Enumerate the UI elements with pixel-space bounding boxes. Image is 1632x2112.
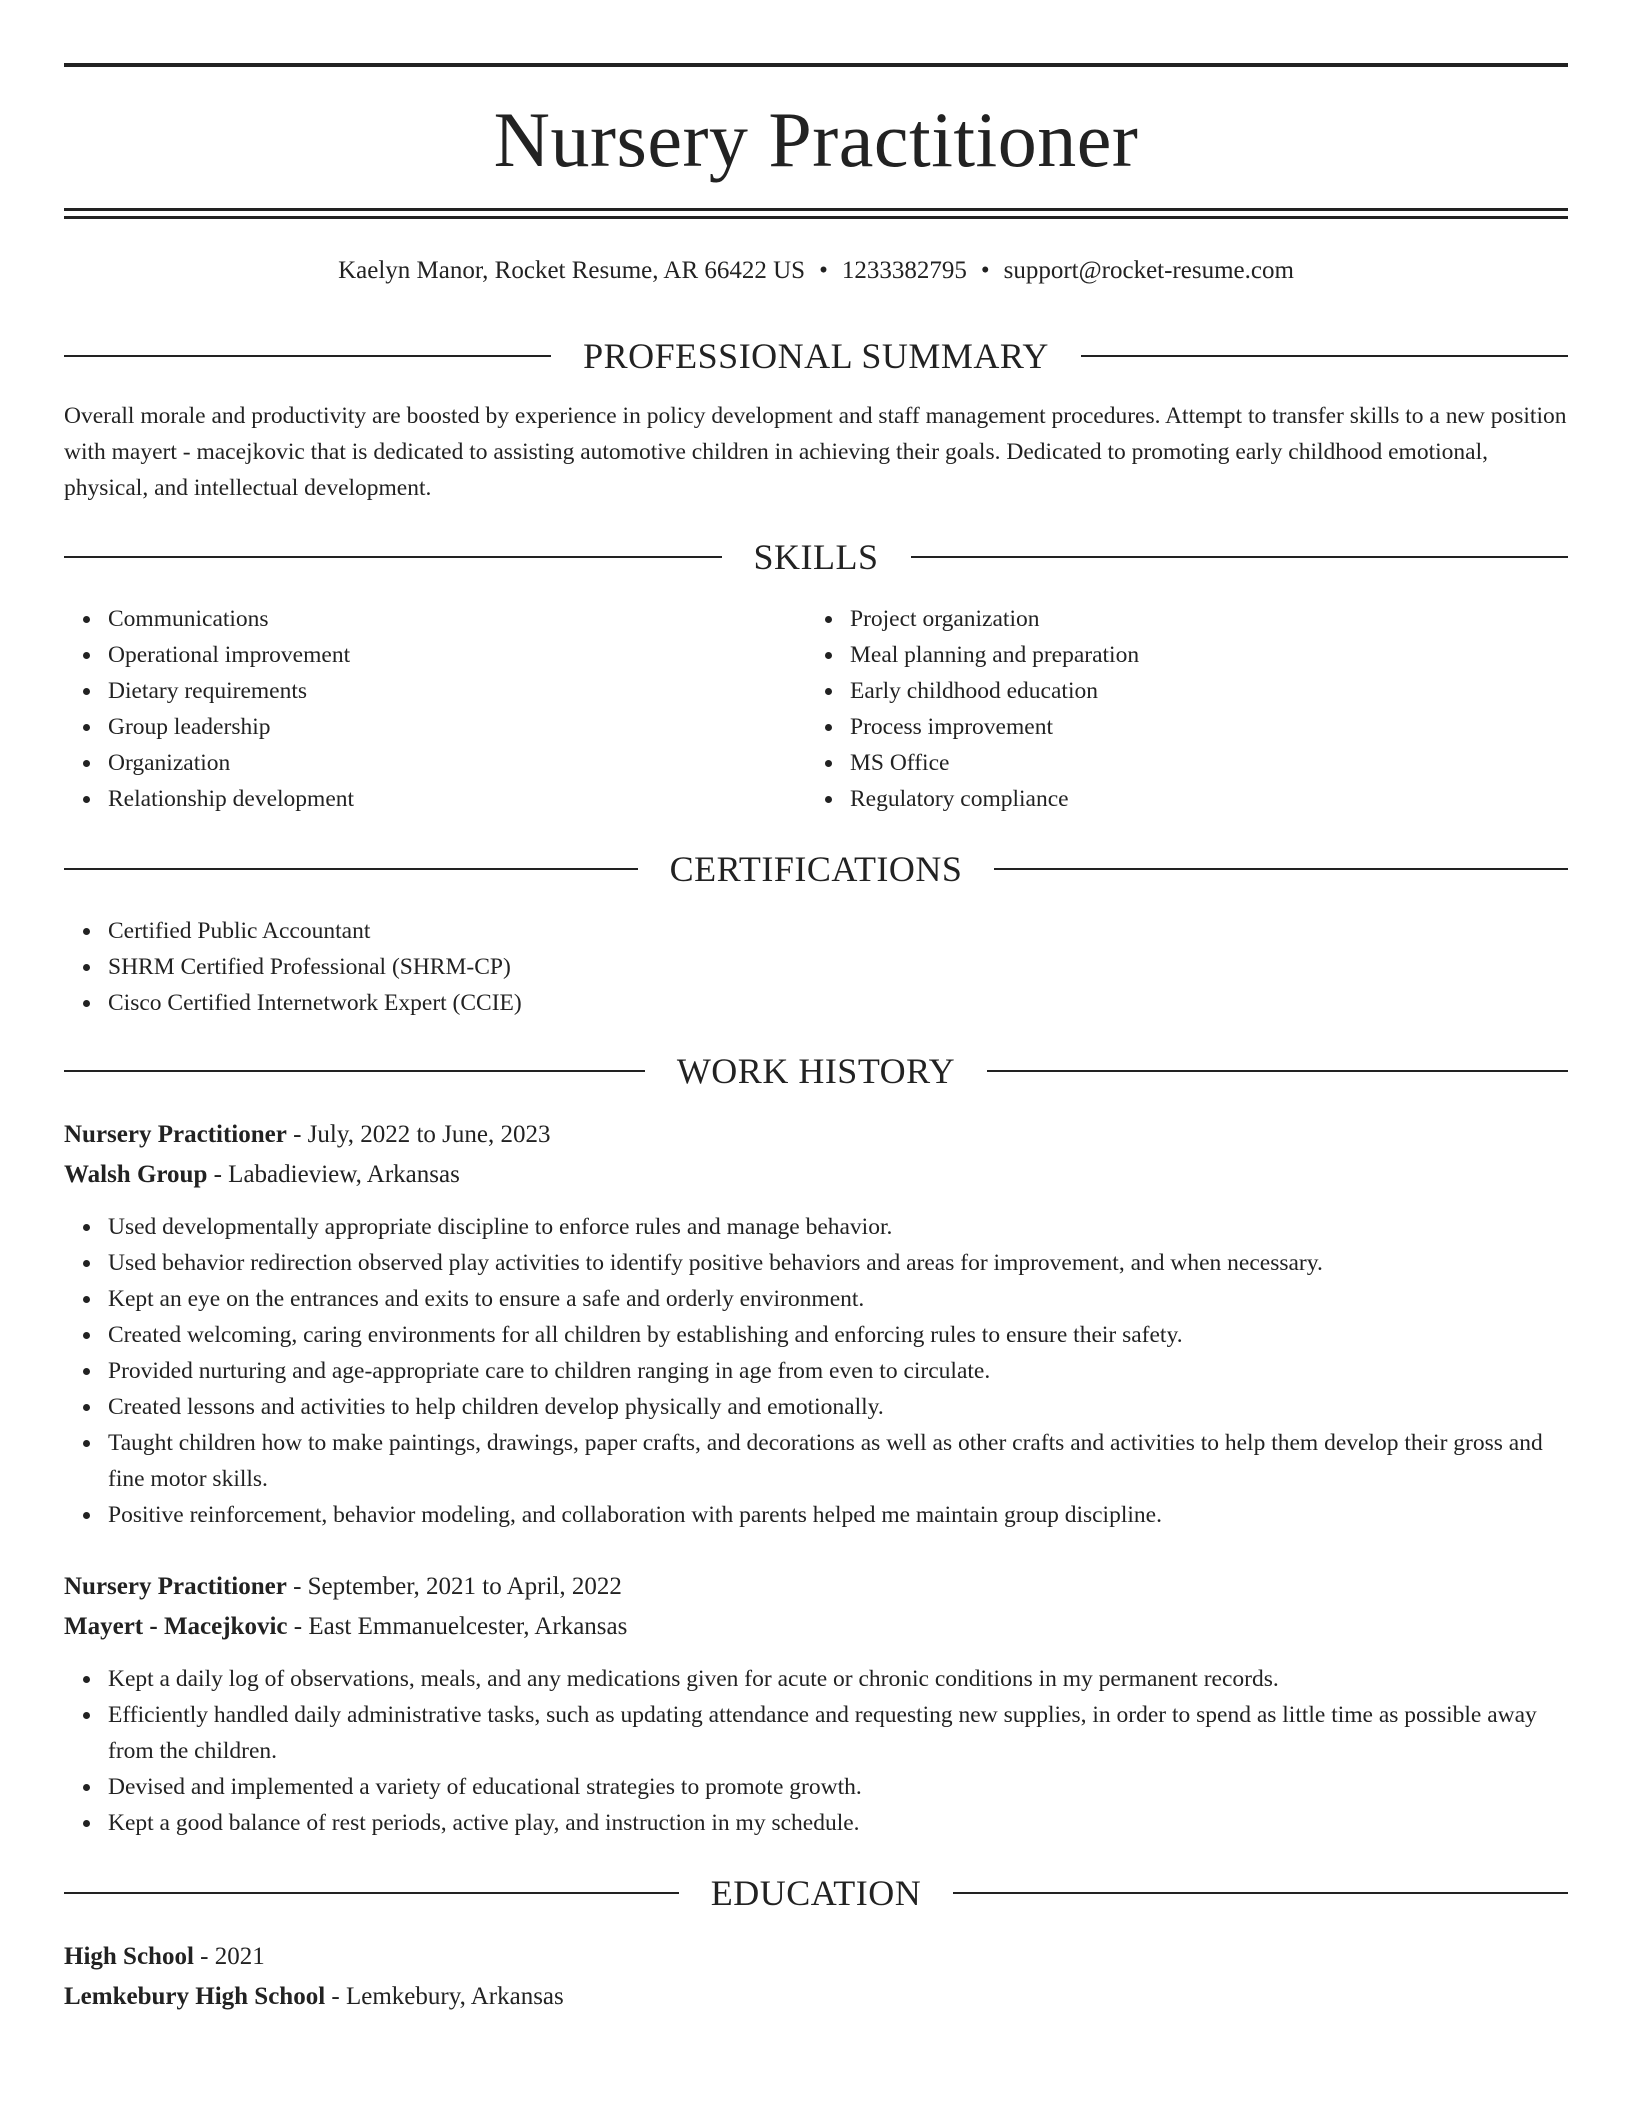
job-employer: Mayert - Macejkovic [64, 1613, 288, 1640]
education-year: - 2021 [193, 1943, 265, 1970]
heading-rule [911, 556, 1569, 558]
education-location: - Lemkebury, Arkansas [325, 1983, 564, 2010]
section-title: SKILLS [753, 537, 879, 577]
heading-rule [64, 556, 722, 558]
section-heading-certifications [64, 847, 1568, 891]
heading-rule [987, 1070, 1568, 1072]
resume-title: Nursery Practitioner [493, 96, 1139, 183]
skill-item: Operational improvement [108, 637, 808, 673]
job-title-line [64, 1117, 1568, 1153]
section-title: CERTIFICATIONS [669, 849, 963, 889]
job-bullet: Kept a daily log of observations, meals, and any medications given for acute or chronic conditions in my permanent records. [108, 1661, 1568, 1697]
job-location: - Labadieview, Arkansas [207, 1161, 460, 1188]
job-employer-line [64, 1157, 1568, 1193]
job-employer-line [64, 1609, 1568, 1645]
job-bullets [64, 1209, 1568, 1533]
job-dates: - September, 2021 to April, 2022 [286, 1573, 622, 1600]
heading-rule [64, 355, 551, 357]
skill-item: Project organization [850, 601, 1550, 637]
skills-list-left [64, 601, 808, 817]
job-dates: - July, 2022 to June, 2023 [286, 1121, 551, 1148]
heading-rule [64, 1070, 645, 1072]
top-rule [64, 63, 1568, 67]
education-degree: High School [64, 1943, 194, 1970]
job-bullet: Efficiently handled daily administrative tasks, such as updating attendance and requesting new supplies, in order to spend as little time as possible away from the children. [108, 1697, 1568, 1769]
skill-item: Communications [108, 601, 808, 637]
heading-rule [64, 1892, 679, 1894]
section-title: WORK HISTORY [676, 1051, 956, 1091]
skill-item: Process improvement [850, 709, 1550, 745]
job-employer: Walsh Group [64, 1161, 208, 1188]
job-bullets [64, 1661, 1568, 1841]
skill-item: Dietary requirements [108, 673, 808, 709]
job-bullet: Provided nurturing and age-appropriate care to children ranging in age from even to circulate. [108, 1353, 1568, 1389]
job-bullet: Created lessons and activities to help children develop physically and emotionally. [108, 1389, 1568, 1425]
skill-item: MS Office [850, 745, 1550, 781]
certifications-list [64, 913, 1568, 1021]
skill-item: Group leadership [108, 709, 808, 745]
certification-item: SHRM Certified Professional (SHRM-CP) [108, 949, 1568, 985]
job-bullet: Kept an eye on the entrances and exits to ensure a safe and orderly environment. [108, 1281, 1568, 1317]
section-title: PROFESSIONAL SUMMARY [583, 336, 1049, 376]
job-title: Nursery Practitioner [64, 1573, 287, 1600]
certification-item: Certified Public Accountant [108, 913, 1568, 949]
job-location: - East Emmanuelcester, Arkansas [287, 1613, 628, 1640]
heading-rule [1081, 355, 1568, 357]
contact-separator: • [980, 257, 990, 284]
heading-rule [64, 868, 638, 870]
job-bullet: Used developmentally appropriate discipline to enforce rules and manage behavior. [108, 1209, 1568, 1245]
contact-email: support@rocket-resume.com [1003, 257, 1294, 284]
education-school-line [64, 1979, 1568, 2015]
heading-rule [994, 868, 1568, 870]
job-title-line [64, 1569, 1568, 1605]
job-bullet: Positive reinforcement, behavior modeling, and collaboration with parents helped me maintain group discipline. [108, 1497, 1568, 1533]
skill-item: Meal planning and preparation [850, 637, 1550, 673]
title-rule-upper [64, 208, 1568, 211]
heading-rule [953, 1892, 1568, 1894]
contact-address: Kaelyn Manor, Rocket Resume, AR 66422 US [338, 257, 806, 284]
education-degree-line [64, 1939, 1568, 1975]
section-heading-skills [64, 535, 1568, 579]
job-bullet: Kept a good balance of rest periods, active play, and instruction in my schedule. [108, 1805, 1568, 1841]
section-heading-summary [64, 334, 1568, 378]
section-heading-work-history [64, 1049, 1568, 1093]
job-bullet: Devised and implemented a variety of educational strategies to promote growth. [108, 1769, 1568, 1805]
section-heading-education [64, 1871, 1568, 1915]
section-title: EDUCATION [710, 1873, 922, 1913]
job-title: Nursery Practitioner [64, 1121, 287, 1148]
skills-list-right [806, 601, 1550, 817]
education-school: Lemkebury High School [64, 1983, 326, 2010]
job-bullet: Used behavior redirection observed play activities to identify positive behaviors and areas for improvement, and when necessary. [108, 1245, 1568, 1281]
contact-separator: • [819, 257, 828, 284]
skill-item: Organization [108, 745, 808, 781]
title-rule-lower [64, 216, 1568, 219]
job-bullet: Taught children how to make paintings, drawings, paper crafts, and decorations as well as other crafts and activities to help them develop their gross and fine motor skills. [108, 1425, 1568, 1497]
contact-line [64, 254, 1568, 288]
skill-item: Early childhood education [850, 673, 1550, 709]
skill-item: Relationship development [108, 781, 808, 817]
contact-phone: 1233382795 [841, 257, 967, 284]
summary-text: Overall morale and productivity are boosted by experience in policy development and staff management procedures. Attempt to transfer skills to a new position with mayert - macejkovic that is dedicated to assisting automotive children in achieving their goals. Dedicated to promoting early childhood emotional, physical, and intellectual development. [64, 403, 1567, 501]
job-bullet: Created welcoming, caring environments for all children by establishing and enforcing rules to ensure their safety. [108, 1317, 1568, 1353]
skill-item: Regulatory compliance [850, 781, 1550, 817]
certification-item: Cisco Certified Internetwork Expert (CCIE) [108, 985, 1568, 1021]
